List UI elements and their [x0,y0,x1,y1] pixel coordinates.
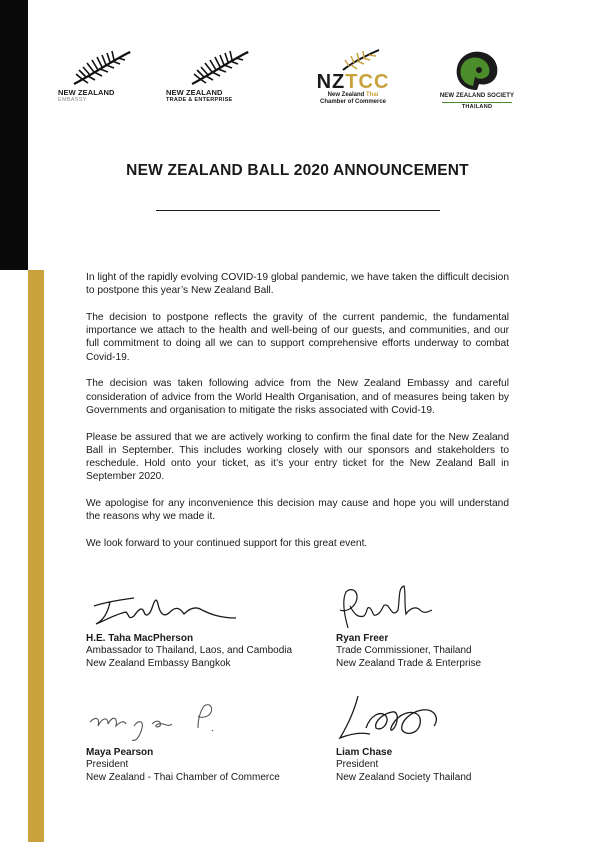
silver-fern-icon [72,48,134,88]
signature-block-pearson [86,698,326,784]
signatory-title: Ambassador to Thailand, Laos, and Cambodia [86,645,293,656]
nz-society-logo [422,48,532,120]
signature-block-chase [336,692,576,784]
embassy-logo-line2: EMBASSY [58,97,87,103]
embassy-logo-line1: NEW ZEALAND [58,88,115,97]
nztcc-logo [308,48,398,120]
signature-block-freer [336,584,576,670]
nztcc-sub-line2: Chamber of Commerce [319,99,387,105]
paragraph: We apologise for any inconvenience this decision may cause and hope you will understand the reasons why we made it. [86,498,509,523]
handwritten-signature [86,584,246,632]
signatory-name: Liam Chase [336,747,393,758]
nzte-logo-line2: TRADE & ENTERPRISE [166,97,233,103]
nztcc-wordmark [308,72,398,92]
svg-text:®: ® [128,50,131,55]
paragraph: The decision to postpone reflects the gravity of the current pandemic, the fundamental importance we attach to the health and well-being of our guests, and communities, and our full commitment to doing all we can to support comprehensive efforts underway to combat Covid-19. [86,312,509,363]
signatory-title: President [336,759,379,770]
signatory-title: President [86,759,129,770]
signatory-org: New Zealand - Thai Chamber of Commerce [86,771,280,783]
paragraph: In light of the rapidly evolving COVID-19 global pandemic, we have taken the difficult decision to postpone this year’s New Zealand Ball. [86,272,509,297]
paragraph: Please be assured that we are actively working to confirm the final date for the New Zealand Ball in September. This includes working closely with our sponsors and stakeholders to reschedule. Hold onto your ticket, as it’s your entry ticket for the New Zealand Ball in September 2020. [86,431,509,483]
signatory-org: New Zealand Trade & Enterprise [336,657,482,669]
side-bar-black [0,0,28,270]
signatory-name: Ryan Freer [336,633,389,644]
nztcc-sub-thai: Thai [366,92,379,98]
signatory-org: New Zealand Embassy Bangkok [86,657,231,669]
signatory-name: Maya Pearson [86,747,154,758]
announcement-body [86,271,509,564]
handwritten-signature [86,698,236,746]
signatory-org: New Zealand Society Thailand [336,771,472,783]
silver-fern-icon [190,48,252,88]
koru-icon [453,48,501,92]
handwritten-signature [336,692,456,746]
nztcc-wordmark-tcc: TCC [345,71,390,93]
nzte-logo-line1: NEW ZEALAND [166,88,223,97]
page-title: NEW ZEALAND BALL 2020 ANNOUNCEMENT [126,162,469,179]
side-bar-gold [28,270,44,842]
nz-embassy-logo [58,48,148,120]
nztcc-wordmark-nz: NZ [316,71,346,93]
logo-row [58,48,525,120]
signature-block-macpherson [86,584,326,670]
signatory-name: H.E. Taha MacPherson [86,633,194,644]
society-logo-line1: NEW ZEALAND SOCIETY [439,93,515,99]
title-divider [156,210,440,211]
signatory-title: Trade Commissioner, Thailand [336,645,472,656]
paragraph: We look forward to your continued support for this great event. [86,538,368,550]
society-logo-line2: THAILAND [461,104,493,110]
society-logo-rule [442,102,512,103]
svg-text:®: ® [246,50,249,55]
nztcc-sub-nz: New Zealand [327,92,366,98]
gold-fern-icon [323,48,383,72]
nzte-logo [166,48,276,120]
paragraph: The decision was taken following advice from the New Zealand Embassy and careful consideration of advice from the World Health Organisation, and of measures being taken by Governments and organisation to mitigate the risks associated with Covid-19. [86,378,509,416]
handwritten-signature [336,584,456,632]
nztcc-sub-line1 [308,92,398,99]
